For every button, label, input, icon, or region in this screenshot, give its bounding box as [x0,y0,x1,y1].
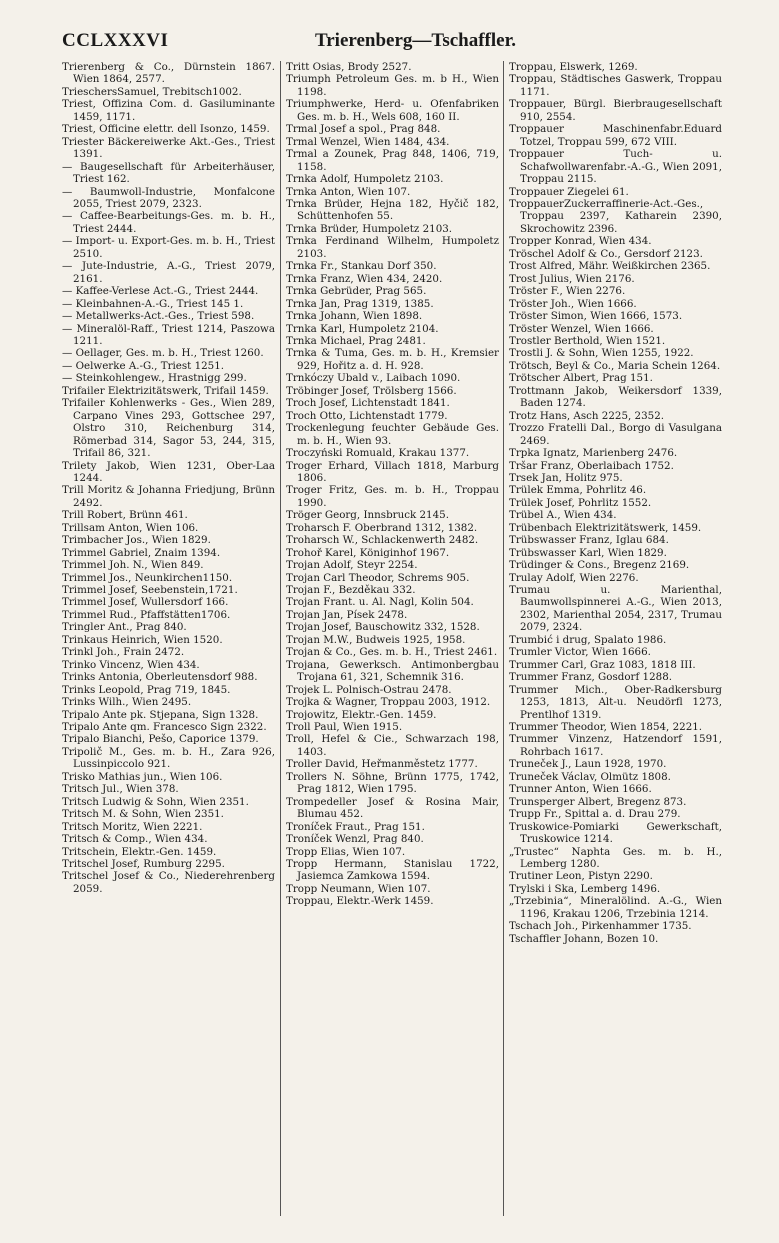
directory-entry: Tschach Joh., Pirkenhammer 1735. [509,920,692,933]
directory-entry: Tritsch & Comp., Wien 434. [62,833,208,846]
directory-entry: Trojowitz, Elektr.-Gen. 1459. [286,708,437,721]
directory-entry: Tröbinger Josef, Trölsberg 1566. [286,384,457,397]
directory-entry: Troczyński Romuald, Krakau 1377. [286,447,470,460]
directory-entry: Trupp Fr., Spittal a. d. Drau 279. [509,808,681,821]
directory-entry: Tritt Osias, Brody 2527. [286,61,412,73]
directory-entry: Troch Otto, Lichtenstadt 1779. [286,409,448,422]
directory-entry: Trülek Josef, Pohrlitz 1552. [509,496,652,509]
directory-entry: Trinkl Joh., Frain 2472. [62,646,185,659]
directory-entry: Trisko Mathias jun., Wien 106. [62,770,223,783]
directory-entry: — Kleinbahnen-A.-G., Triest 145 1. [62,297,244,310]
page-number: CCLXXXVI [62,30,169,51]
directory-entry: Trübswasser Franz, Iglau 684. [509,534,669,547]
directory-entry: Tropp Hermann, Stanislau 1722, Jasiemca Zamkowa 1594. [286,858,499,883]
directory-entry: Trnka Franz, Wien 434, 2420. [286,272,443,285]
directory-entry: Tripalo Bianchi, Pešo, Caporice 1379. [62,733,259,746]
directory-entry: Trinkaus Heinrich, Wien 1520. [62,633,223,646]
directory-entry: — Baumwoll-Industrie, Monfalcone 2055, Triest 2079, 2323. [62,185,275,210]
directory-entry: Triest, Officine elettr. dell Isonzo, 1459. [62,123,270,136]
directory-entry: TrieschersSamuel, Trebitsch1002. [62,85,242,98]
column-3 [509,61,722,1216]
directory-entry: Triumph Petroleum Ges. m. b H., Wien 1198. [286,73,499,98]
directory-entry: Trill Moritz & Johanna Friedjung, Brünn 2492. [62,484,275,509]
directory-entry: Tröster Simon, Wien 1666, 1573. [509,310,683,323]
directory-entry: Troch Josef, Lichtenstadt 1841. [286,397,450,410]
directory-entry: Trummer Mich., Ober-Radkersburg 1253, 1813, Alt-u. Neudörfl 1273, Prentlhof 1319. [509,683,722,721]
directory-entry: Trnka Michael, Prag 2481. [286,334,426,347]
directory-entry: Tripolič M., Ges. m. b. H., Zara 926, Lussinpiccolo 921. [62,745,275,771]
directory-entry: Trostli J. & Sohn, Wien 1255, 1922. [509,347,694,360]
directory-entry: Trotz Hans, Asch 2225, 2352. [509,409,665,422]
directory-entry: Trojan Adolf, Steyr 2254. [286,559,418,572]
directory-entry: Trohoř Karel, Königinhof 1967. [286,546,450,559]
directory-entry: Trulay Adolf, Wien 2276. [509,571,639,584]
directory-entry: Trifailer Kohlenwerks - Ges., Wien 289, Carpano Vines 293, Gottschee 297, Olstro 310, Reichenburg 314, Römerbad 314, Sagor 53, 244, 315, Trifail 86, 321. [62,397,275,460]
directory-entry: Trinko Vincenz, Wien 434. [62,658,200,671]
directory-entry: Trollers N. Söhne, Brünn 1775, 1742, Prag 1812, Wien 1795. [286,770,499,796]
directory-entry: Trummer Franz, Gosdorf 1288. [509,671,673,684]
directory-columns [62,61,724,1216]
directory-entry: Trinks Antonia, Oberleutensdorf 988. [62,671,258,684]
directory-entry: Trylski i Ska, Lemberg 1496. [509,882,661,895]
page-title: Trierenberg—Tschaffler. [314,30,517,51]
directory-entry: Troppauer Ziegelei 61. [509,185,629,198]
directory-entry: Trottmann Jakob, Weikersdorf 1339, Baden 1274. [509,384,722,410]
directory-entry: Trnka & Tuma, Ges. m. b. H., Kremsier 929, Hořitz a. d. H. 928. [286,347,499,372]
directory-entry: Troll, Hefel & Cie., Schwarzach 198, 1403. [286,733,499,758]
directory-entry: Truneček J., Laun 1928, 1970. [509,758,667,771]
directory-entry: „Trzebinia“, Mineralölind. A.-G., Wien 1196, Krakau 1206, Trzebinia 1214. [509,895,722,920]
directory-entry: Trimmel Gabriel, Znaim 1394. [62,546,221,559]
directory-entry: Trinks Leopold, Prag 719, 1845. [62,683,231,696]
directory-entry: Trülek Emma, Pohrlitz 46. [509,484,647,497]
directory-entry: Tritschel Josef & Co., Niederehrenberg 2059. [62,870,275,895]
directory-entry: Trübswasser Karl, Wien 1829. [509,546,667,559]
directory-entry: Tropp Elias, Wien 107. [286,845,406,858]
directory-entry: Trockenlegung feuchter Gebäude Ges. m. b. H., Wien 93. [286,422,499,447]
directory-entry: Troharsch W., Schlackenwerth 2482. [286,534,479,547]
directory-entry: Trifailer Elektrizitätswerk, Trifail 1459. [62,384,269,397]
directory-entry: Trnka Johann, Wien 1898. [286,310,423,323]
directory-entry: — Mineralöl-Raff., Triest 1214, Paszowa 1211. [62,322,275,347]
directory-entry: Trnka Ferdinand Wilhelm, Humpoletz 2103. [286,235,499,260]
directory-entry: Trojan Josef, Bauschowitz 332, 1528. [286,621,480,634]
directory-entry: Trnka Fr., Stankau Dorf 350. [286,260,437,273]
directory-entry: Troppau, Elswerk, 1269. [509,61,638,73]
directory-entry: Trimbacher Jos., Wien 1829. [62,534,211,547]
directory-entry: Triester Bäckereiwerke Akt.-Ges., Triest 1391. [62,135,275,161]
directory-entry: Tschaffler Johann, Bozen 10. [509,932,659,945]
directory-entry: Trost Julius, Wien 2176. [509,272,635,285]
directory-entry: Trnka Jan, Prag 1319, 1385. [286,297,434,310]
directory-entry: Tritsch Moritz, Wien 2221. [62,820,203,833]
directory-entry: Trmal a Zounek, Prag 848, 1406, 719, 1158. [286,148,499,173]
directory-entry: Trojka & Wagner, Troppau 2003, 1912. [286,696,491,709]
directory-entry: Trsek Jan, Holitz 975. [509,471,623,484]
directory-entry: Tritschein, Elektr.-Gen. 1459. [62,845,217,858]
directory-entry: Trumler Victor, Wien 1666. [509,646,651,659]
directory-entry: — Steinkohlengew., Hrastnigg 299. [62,372,247,385]
directory-entry: Troppauer, Bürgl. Bierbraugesellschaft 910, 2554. [509,98,722,123]
directory-entry: Trübel A., Wien 434. [509,509,617,522]
directory-entry: Trojan & Co., Ges. m. b. H., Triest 2461. [286,646,498,659]
directory-entry: Trozzo Fratelli Dal., Borgo di Vasulgana 2469. [509,422,722,447]
directory-entry: Tripalo Ante pk. Stjepana, Sign 1328. [62,708,259,721]
column-1 [62,61,275,1216]
directory-entry: Trutiner Leon, Pistyn 2290. [509,870,653,883]
directory-entry: Trummer Carl, Graz 1083, 1818 III. [509,658,696,671]
directory-entry: Truneček Václav, Olmütz 1808. [509,770,671,783]
directory-entry: Triest, Offizina Com. d. Gasiluminante 1459, 1171. [62,98,275,123]
directory-entry: Tripalo Ante qm. Francesco Sign 2322. [62,721,267,734]
directory-entry: Trnka Anton, Wien 107. [286,185,411,198]
directory-entry: Trnka Adolf, Humpoletz 2103. [286,173,444,186]
directory-entry: Trojan F., Bezděkau 332. [286,584,416,597]
column-divider [503,61,504,1216]
directory-entry: Trötscher Albert, Prag 151. [509,372,653,385]
directory-entry: Troger Fritz, Ges. m. b. H., Troppau 1990. [286,484,499,509]
directory-entry: Trmal Josef a spol., Prag 848. [286,123,441,136]
directory-entry: Troníček Wenzl, Prag 840. [286,833,424,846]
directory-entry: Trojek L. Polnisch-Ostrau 2478. [286,683,452,696]
directory-entry: Trojan M.W., Budweis 1925, 1958. [286,633,466,646]
directory-entry: Trimmel Joh. N., Wien 849. [62,559,204,572]
directory-entry: Tritschel Josef, Rumburg 2295. [62,858,225,870]
directory-entry: Trmal Wenzel, Wien 1484, 434. [286,135,450,148]
directory-entry: Tršar Franz, Oberlaibach 1752. [509,459,674,472]
directory-entry: Troppauer Tuch- u. Schafwollwarenfabr.-A.-G., Wien 2091, Troppau 2115. [509,148,722,186]
directory-entry: Troller David, Heřmanměstetz 1777. [286,758,478,771]
directory-entry: Trierenberg & Co., Dürnstein 1867. Wien 1864, 2577. [62,61,275,86]
directory-entry: Trumau u. Marienthal, Baumwollspinnerei A.-G., Wien 2013, 2302, Marienthal 2054, 2317, Trumau 2079, 2324. [509,584,722,634]
directory-entry: Trojana, Gewerksch. Antimonbergbau Trojana 61, 321, Schemnik 316. [286,658,499,684]
directory-entry: — Oelwerke A.-G., Triest 1251. [62,359,225,372]
directory-entry: Trnka Gebrüder, Prag 565. [286,285,427,298]
directory-entry: Trnka Brüder, Hejna 182, Hyčič 182, Schüttenhofen 55. [286,197,499,223]
directory-entry: Trunner Anton, Wien 1666. [509,783,652,796]
directory-entry: Tröschel Adolf & Co., Gersdorf 2123. [509,247,703,260]
directory-entry: Trunsperger Albert, Bregenz 873. [509,795,687,808]
page-header [62,20,729,52]
directory-entry: „Trustec“ Naphta Ges. m. b. H., Lemberg 1280. [509,845,722,870]
directory-entry: Triumphwerke, Herd- u. Ofenfabriken Ges. m. b. H., Wels 608, 160 II. [286,98,499,123]
directory-entry: Trötsch, Beyl & Co., Maria Schein 1264. [509,359,721,372]
directory-entry: Trojan Jan, Písek 2478. [286,608,408,621]
directory-entry: Troníček Fraut., Prag 151. [286,820,425,833]
directory-entry: Trojan Carl Theodor, Schrems 905. [286,571,470,584]
directory-entry: — Metallwerks-Act.-Ges., Triest 598. [62,310,255,323]
directory-entry: Trnka Karl, Humpoletz 2104. [286,322,439,335]
directory-entry: Tritsch Jul., Wien 378. [62,783,179,796]
directory-entry: — Jute-Industrie, A.-G., Triest 2079, 2161. [62,260,275,285]
directory-entry: Troppau, Elektr.-Werk 1459. [286,895,434,908]
directory-entry: Trnka Brüder, Humpoletz 2103. [286,222,453,235]
directory-entry: Trimmel Rud., Pfaffstätten1706. [62,608,231,621]
directory-entry: Tritsch Ludwig & Sohn, Wien 2351. [62,795,249,808]
directory-entry: — Baugesellschaft für Arbeiterhäuser, Triest 162. [62,160,275,186]
directory-entry: Troppauer Maschinenfabr.Eduard Totzel, Troppau 599, 672 VIII. [509,123,722,148]
directory-entry: Trostler Berthold, Wien 1521. [509,334,666,347]
directory-entry: Truskowice-Pomiarki Gewerkschaft, Truskowice 1214. [509,820,722,846]
directory-entry: Tröster Joh., Wien 1666. [509,297,637,310]
directory-entry: Trillsam Anton, Wien 106. [62,521,199,534]
directory-entry: Trost Alfred, Mähr. Weißkirchen 2365. [509,260,711,273]
directory-entry: Trojan Frant. u. Al. Nagl, Kolin 504. [286,596,474,609]
column-2 [286,61,499,1216]
directory-entry: Trimmel Josef, Wullersdorf 166. [62,596,229,609]
directory-entry: Trübenbach Elektrizitätswerk, 1459. [509,521,702,534]
directory-entry: Trompedeller Josef & Rosina Mair, Blumau 452. [286,795,499,821]
directory-entry: Tröster F., Wien 2276. [509,285,626,298]
directory-entry: Troll Paul, Wien 1915. [286,721,403,734]
column-divider [280,61,281,1216]
directory-entry: Trumbić i drug, Spalato 1986. [509,633,667,646]
directory-entry: — Caffee-Bearbeitungs-Ges. m. b. H., Triest 2444. [62,210,275,235]
directory-entry: Tropp Neumann, Wien 107. [286,882,431,895]
directory-entry: Trimmel Josef, Seebenstein,1721. [62,584,238,597]
directory-entry: — Oellager, Ges. m. b. H., Triest 1260. [62,347,264,360]
directory-entry: Troharsch F. Oberbrand 1312, 1382. [286,521,478,534]
directory-entry: Trilety Jakob, Wien 1231, Ober-Laa 1244. [62,459,275,484]
directory-entry: Troger Erhard, Villach 1818, Marburg 1806. [286,459,499,484]
directory-entry: Trpka Ignatz, Marienberg 2476. [509,447,678,460]
directory-entry: — Import- u. Export-Ges. m. b. H., Triest 2510. [62,235,275,260]
directory-entry: Tröster Wenzel, Wien 1666. [509,322,654,335]
directory-entry: Tringler Ant., Prag 840. [62,621,187,634]
directory-entry: TroppauerZuckerraffinerie-Act.-Ges., Troppau 2397, Katharein 2390, Skrochowitz 2396. [509,197,722,235]
directory-entry: — Kaffee-Verlese Act.-G., Triest 2444. [62,285,259,298]
directory-entry: Trill Robert, Brünn 461. [62,509,188,522]
directory-entry: Trummer Theodor, Wien 1854, 2221. [509,721,703,734]
directory-entry: Trimmel Jos., Neunkirchen1150. [62,571,233,584]
directory-entry: Trinks Wilh., Wien 2495. [62,696,192,709]
directory-entry: Trüdinger & Cons., Bregenz 2169. [509,559,690,572]
directory-entry: Tropper Konrad, Wien 434. [509,235,652,248]
directory-entry: Tröger Georg, Innsbruck 2145. [286,509,449,522]
directory-entry: Tritsch M. & Sohn, Wien 2351. [62,808,224,821]
directory-entry: Trnkóczy Ubald v., Laibach 1090. [286,372,461,385]
directory-entry: Troppau, Städtisches Gaswerk, Troppau 1171. [509,73,722,98]
directory-entry: Trummer Vinzenz, Hatzendorf 1591, Rohrbach 1617. [509,733,722,758]
